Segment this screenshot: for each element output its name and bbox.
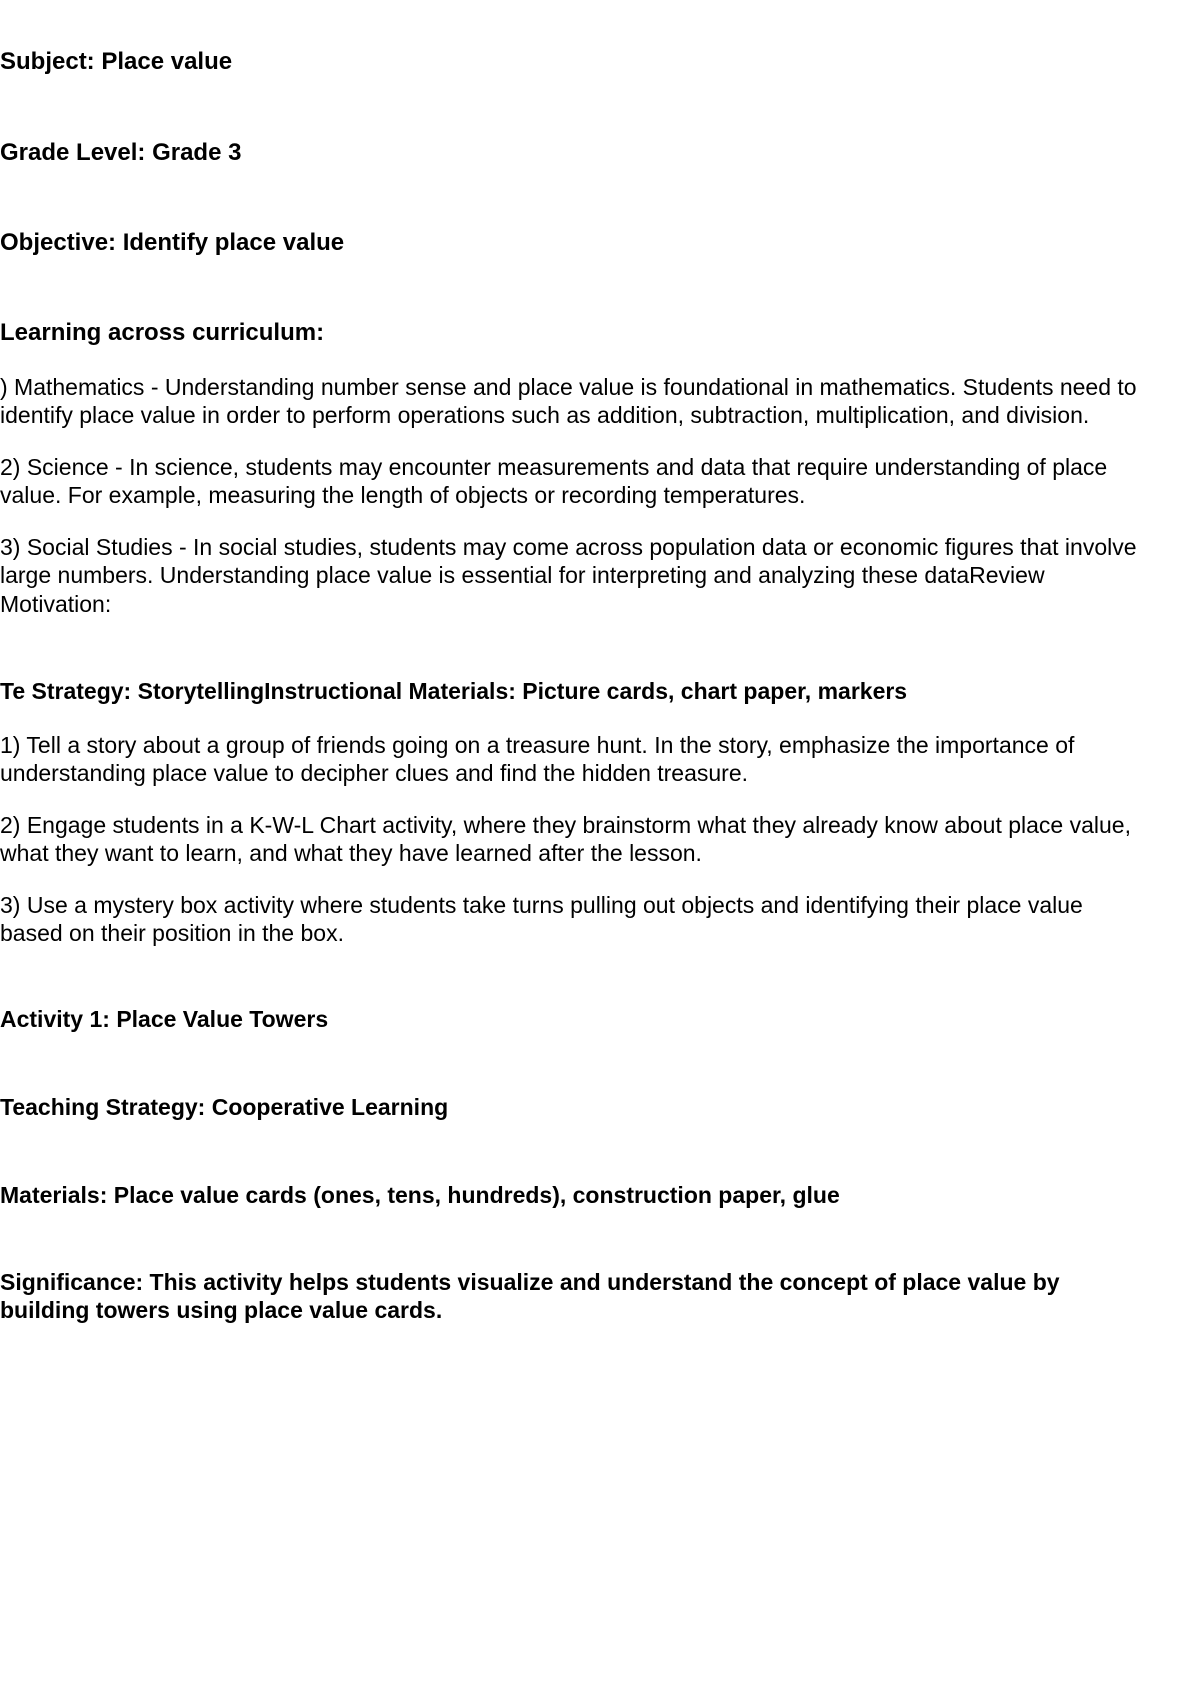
subject-heading: Subject: Place value: [0, 48, 233, 75]
paragraph-line: identify place value in order to perform operations such as addition, subtraction, multiplication, and division.: [0, 402, 1090, 428]
paragraph-line: large numbers. Understanding place value is essential for interpreting and analyzing these dataReview: [0, 562, 1045, 588]
paragraph-line: 2) Science - In science, students may encounter measurements and data that require understanding of place: [0, 454, 1108, 480]
learning-across-curriculum-heading: Learning across curriculum:: [0, 319, 325, 346]
objective-heading: Objective: Identify place value: [0, 229, 345, 256]
grade-level-heading: Grade Level: Grade 3: [0, 139, 242, 166]
paragraph-line: Motivation:: [0, 591, 112, 617]
paragraph-line: ) Mathematics - Understanding number sense and place value is foundational in mathematics. Students need to: [0, 374, 1137, 400]
activity-title: Activity 1: Place Value Towers: [0, 1006, 329, 1032]
significance-line: Significance: This activity helps students visualize and understand the concept of place value by: [0, 1269, 1060, 1295]
paragraph-line: based on their position in the box.: [0, 920, 344, 946]
paragraph-line: 3) Use a mystery box activity where students take turns pulling out objects and identifying their place value: [0, 892, 1083, 918]
paragraph-line: understanding place value to decipher clues and find the hidden treasure.: [0, 760, 749, 786]
teaching-strategy-heading: Teaching Strategy: Cooperative Learning: [0, 1094, 449, 1120]
teaching-strategy-materials-heading: Te Strategy: StorytellingInstructional Materials: Picture cards, chart paper, markers: [0, 678, 908, 704]
paragraph-line: 2) Engage students in a K-W-L Chart activity, where they brainstorm what they already know about place value,: [0, 812, 1131, 838]
paragraph-line: 1) Tell a story about a group of friends going on a treasure hunt. In the story, emphasize the importance of: [0, 732, 1075, 758]
paragraph-line: value. For example, measuring the length of objects or recording temperatures.: [0, 482, 806, 508]
significance-line: building towers using place value cards.: [0, 1297, 443, 1323]
materials-heading: Materials: Place value cards (ones, tens, hundreds), construction paper, glue: [0, 1182, 840, 1208]
paragraph-line: 3) Social Studies - In social studies, students may come across population data or economic figures that involve: [0, 534, 1137, 560]
paragraph-line: what they want to learn, and what they have learned after the lesson.: [0, 840, 702, 866]
